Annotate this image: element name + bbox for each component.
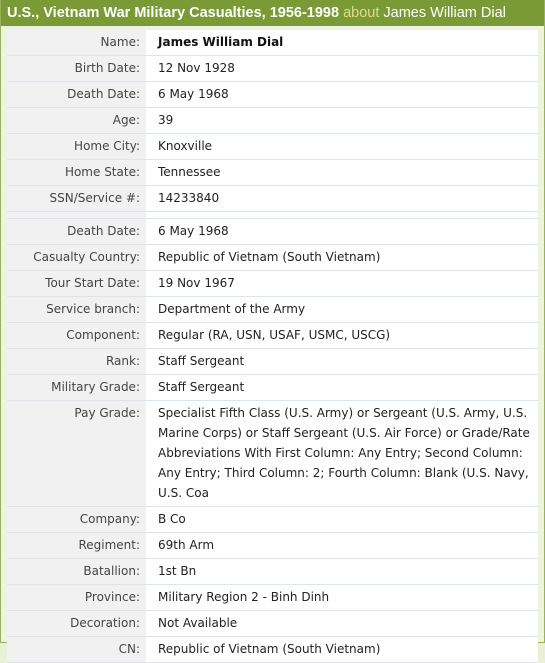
field-value: 14233840: [146, 186, 538, 212]
field-value: 6 May 1968: [146, 82, 538, 108]
table-row: [7, 30, 538, 56]
section-divider: [7, 212, 538, 219]
field-value: Republic of Vietnam (South Vietnam): [146, 637, 538, 663]
field-value: Department of the Army: [146, 297, 538, 323]
table-row: [7, 637, 538, 663]
field-label: Pay Grade:: [7, 401, 146, 507]
table-row: [7, 219, 538, 245]
field-label: Name:: [7, 30, 146, 56]
field-value: B Co: [146, 507, 538, 533]
field-value: James William Dial: [146, 30, 538, 56]
field-label: Decoration:: [7, 611, 146, 637]
divider-cell: [146, 212, 538, 219]
field-value: 12 Nov 1928: [146, 56, 538, 82]
field-value: Staff Sergeant: [146, 375, 538, 401]
field-value: 39: [146, 108, 538, 134]
field-value: 1st Bn: [146, 559, 538, 585]
record-header: [1, 0, 544, 26]
table-row: [7, 108, 538, 134]
table-row: [7, 559, 538, 585]
field-label: Service branch:: [7, 297, 146, 323]
table-row: [7, 585, 538, 611]
table-row: [7, 375, 538, 401]
field-value: Knoxville: [146, 134, 538, 160]
field-label: Regiment:: [7, 533, 146, 559]
field-label: Home State:: [7, 160, 146, 186]
field-value: Specialist Fifth Class (U.S. Army) or Sergeant (U.S. Army, U.S. Marine Corps) or Staff Sergeant (U.S. Air Force) or Grade/Rate Abbreviations With First Column: Any Entry; Second Column: Any Entry; Third Column: 2; Fourth Column: Blank (U.S. Navy, U.S. Coa: [146, 401, 538, 507]
field-label: Military Grade:: [7, 375, 146, 401]
field-label: Death Date:: [7, 82, 146, 108]
table-row: [7, 271, 538, 297]
table-row: [7, 349, 538, 375]
field-label: Death Date:: [7, 219, 146, 245]
divider-cell: [7, 212, 146, 219]
field-label: CN:: [7, 637, 146, 663]
field-value: 69th Arm: [146, 533, 538, 559]
record-table-wrapper: [7, 30, 538, 663]
collection-title[interactable]: U.S., Vietnam War Military Casualties, 1956-1998: [7, 5, 340, 21]
field-label: Province:: [7, 585, 146, 611]
table-row: [7, 186, 538, 212]
field-label: Birth Date:: [7, 56, 146, 82]
table-row: [7, 56, 538, 82]
table-row: [7, 134, 538, 160]
table-row: [7, 245, 538, 271]
field-value: Military Region 2 - Binh Dinh: [146, 585, 538, 611]
field-value: Regular (RA, USN, USAF, USMC, USCG): [146, 323, 538, 349]
person-name-header: James William Dial: [383, 5, 506, 21]
field-label: Batallion:: [7, 559, 146, 585]
field-label: Rank:: [7, 349, 146, 375]
record-table: [7, 30, 538, 663]
table-row: [7, 611, 538, 637]
field-label: Home City:: [7, 134, 146, 160]
table-row: [7, 160, 538, 186]
table-row: [7, 507, 538, 533]
field-value: Staff Sergeant: [146, 349, 538, 375]
table-row: [7, 323, 538, 349]
field-label: SSN/Service #:: [7, 186, 146, 212]
field-value: Republic of Vietnam (South Vietnam): [146, 245, 538, 271]
field-label: Tour Start Date:: [7, 271, 146, 297]
field-label: Component:: [7, 323, 146, 349]
table-row: [7, 297, 538, 323]
table-row: [7, 401, 538, 507]
field-value: 6 May 1968: [146, 219, 538, 245]
table-row: [7, 82, 538, 108]
about-label: about: [343, 5, 380, 21]
table-row: [7, 533, 538, 559]
field-value: Not Available: [146, 611, 538, 637]
field-label: Casualty Country:: [7, 245, 146, 271]
field-value: Tennessee: [146, 160, 538, 186]
field-label: Age:: [7, 108, 146, 134]
field-value: 19 Nov 1967: [146, 271, 538, 297]
field-label: Company:: [7, 507, 146, 533]
